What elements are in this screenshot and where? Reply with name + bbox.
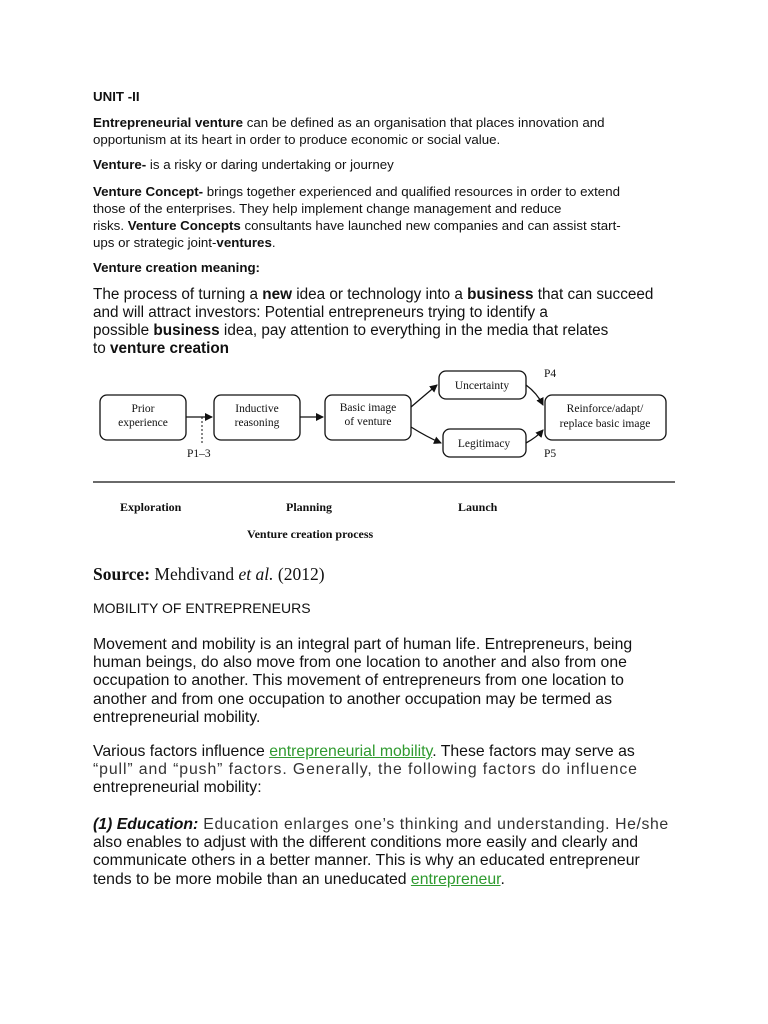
source-label: Source: bbox=[93, 564, 151, 584]
mobility-p2-l2: “pull” and “push” factors. Generally, the following factors do influence bbox=[93, 761, 638, 779]
mobility-paragraph-1 bbox=[93, 636, 683, 727]
stage-exploration: Exploration bbox=[120, 500, 182, 514]
education-l4b: . bbox=[500, 870, 505, 888]
inductive-line2: reasoning bbox=[234, 417, 280, 429]
mobility-p1-line4: another and from one occupation to another occupation may be termed as bbox=[93, 690, 612, 708]
meaning-l1b: idea or technology into a bbox=[291, 286, 468, 303]
mobility-p2-l1a: Various factors influence bbox=[93, 743, 270, 760]
label-p5: P5 bbox=[544, 448, 557, 460]
unit-heading: UNIT -II bbox=[93, 89, 140, 104]
reinforce-line2: replace basic image bbox=[559, 418, 651, 430]
link-entrepreneurial-mobility[interactable]: entrepreneurial mobility bbox=[269, 743, 433, 760]
term-venture-concept: Venture Concept- bbox=[93, 184, 204, 199]
link-entrepreneur[interactable]: entrepreneur bbox=[410, 870, 501, 888]
arrow-basic-to-legitimacy bbox=[411, 427, 441, 443]
meaning-l4a: to bbox=[93, 340, 111, 357]
concept-line1: brings together experienced and qualified resources in order to extend bbox=[203, 184, 620, 199]
basic-line2: of venture bbox=[344, 416, 392, 428]
mobility-p2-l1b: . These factors may serve as bbox=[432, 743, 635, 760]
term-venture-concepts: Venture Concepts bbox=[127, 218, 241, 233]
term-ventures: ventures bbox=[216, 235, 272, 250]
arrow-legitimacy-to-reinforce bbox=[526, 430, 543, 443]
meaning-l3a: possible bbox=[93, 322, 154, 339]
venture-concept-paragraph bbox=[93, 183, 693, 251]
reinforce-line1: Reinforce/adapt/ bbox=[566, 403, 644, 415]
prior-line1: Prior bbox=[131, 403, 155, 415]
venture-definition bbox=[93, 156, 394, 173]
concept-line3a: risks. bbox=[93, 218, 128, 233]
label-p4: P4 bbox=[544, 368, 557, 380]
box-inductive-reasoning bbox=[214, 395, 300, 440]
meaning-l2: and will attract investors: Potential entrepreneurs trying to identify a bbox=[93, 304, 548, 321]
ev-line2: opportunism at its heart in order to produce economic or social value. bbox=[93, 132, 501, 147]
inductive-line1: Inductive bbox=[235, 403, 279, 415]
label-p1-3: P1–3 bbox=[187, 448, 211, 460]
mobility-p1-line3: occupation to another. This movement of entrepreneurs from one location to bbox=[93, 672, 624, 690]
concept-line4b: . bbox=[271, 235, 276, 250]
stage-planning: Planning bbox=[286, 500, 333, 514]
mobility-paragraph-2 bbox=[93, 743, 683, 798]
venture-text: is a risky or daring undertaking or journey bbox=[146, 157, 394, 172]
arrow-uncertainty-to-reinforce bbox=[526, 385, 543, 405]
venture-creation-process-diagram bbox=[0, 355, 768, 550]
education-l4a: tends to be more mobile than an uneducated bbox=[93, 870, 411, 888]
education-paragraph bbox=[93, 816, 693, 889]
mobility-p2-l3: entrepreneurial mobility: bbox=[93, 779, 262, 797]
mobility-heading: MOBILITY OF ENTREPRENEURS bbox=[93, 600, 311, 616]
source-year: (2012) bbox=[273, 564, 325, 584]
basic-line1: Basic image bbox=[339, 402, 397, 414]
prior-line2: experience bbox=[118, 417, 168, 429]
uncertainty-text: Uncertainty bbox=[454, 380, 510, 392]
box-legitimacy bbox=[443, 429, 526, 457]
source-author: Mehdivand bbox=[150, 564, 239, 584]
box-reinforce-adapt-replace bbox=[545, 395, 666, 440]
term-venture-creation: venture creation bbox=[110, 340, 230, 357]
venture-creation-meaning-heading: Venture creation meaning: bbox=[93, 260, 260, 275]
term-entrepreneurial-venture: Entrepreneurial venture bbox=[93, 115, 244, 130]
meaning-l1a: The process of turning a bbox=[93, 286, 263, 303]
legitimacy-text: Legitimacy bbox=[457, 438, 511, 450]
education-l1: Education enlarges one’s thinking and understanding. He/she bbox=[198, 816, 669, 833]
diagram-caption: Venture creation process bbox=[247, 527, 374, 541]
mobility-p1-line2: human beings, do also move from one location to another and also from one bbox=[93, 654, 627, 672]
education-l3: communicate others in a better manner. This is why an educated entrepreneur bbox=[93, 852, 640, 870]
meaning-l1c: that can succeed bbox=[533, 286, 654, 303]
mobility-p1-line1: Movement and mobility is an integral part of human life. Entrepreneurs, being bbox=[93, 636, 633, 653]
stage-launch: Launch bbox=[458, 500, 498, 514]
source-etal: et al. bbox=[238, 564, 274, 584]
term-new: new bbox=[262, 286, 292, 303]
concept-line3b: consultants have launched new companies and can assist start- bbox=[240, 218, 621, 233]
box-basic-image-of-venture bbox=[325, 395, 411, 440]
concept-line4a: ups or strategic joint- bbox=[93, 235, 217, 250]
arrow-basic-to-uncertainty bbox=[411, 385, 437, 407]
term-business: business bbox=[467, 286, 534, 303]
concept-line2: those of the enterprises. They help implement change management and reduce bbox=[93, 201, 562, 216]
box-uncertainty bbox=[439, 371, 526, 399]
venture-creation-meaning-paragraph bbox=[93, 286, 713, 358]
term-venture: Venture- bbox=[93, 157, 147, 172]
ev-line1: can be defined as an organisation that places innovation and bbox=[243, 115, 605, 130]
term-business-2: business bbox=[153, 322, 220, 339]
source-citation bbox=[93, 563, 325, 585]
box-prior-experience bbox=[100, 395, 186, 440]
education-term: (1) Education: bbox=[93, 816, 199, 833]
meaning-l3b: idea, pay attention to everything in the media that relates bbox=[219, 322, 609, 339]
mobility-p1-line5: entrepreneurial mobility. bbox=[93, 708, 261, 726]
education-l2: also enables to adjust with the different conditions more easily and clearly and bbox=[93, 834, 639, 852]
entrepreneurial-venture-paragraph bbox=[93, 114, 693, 148]
